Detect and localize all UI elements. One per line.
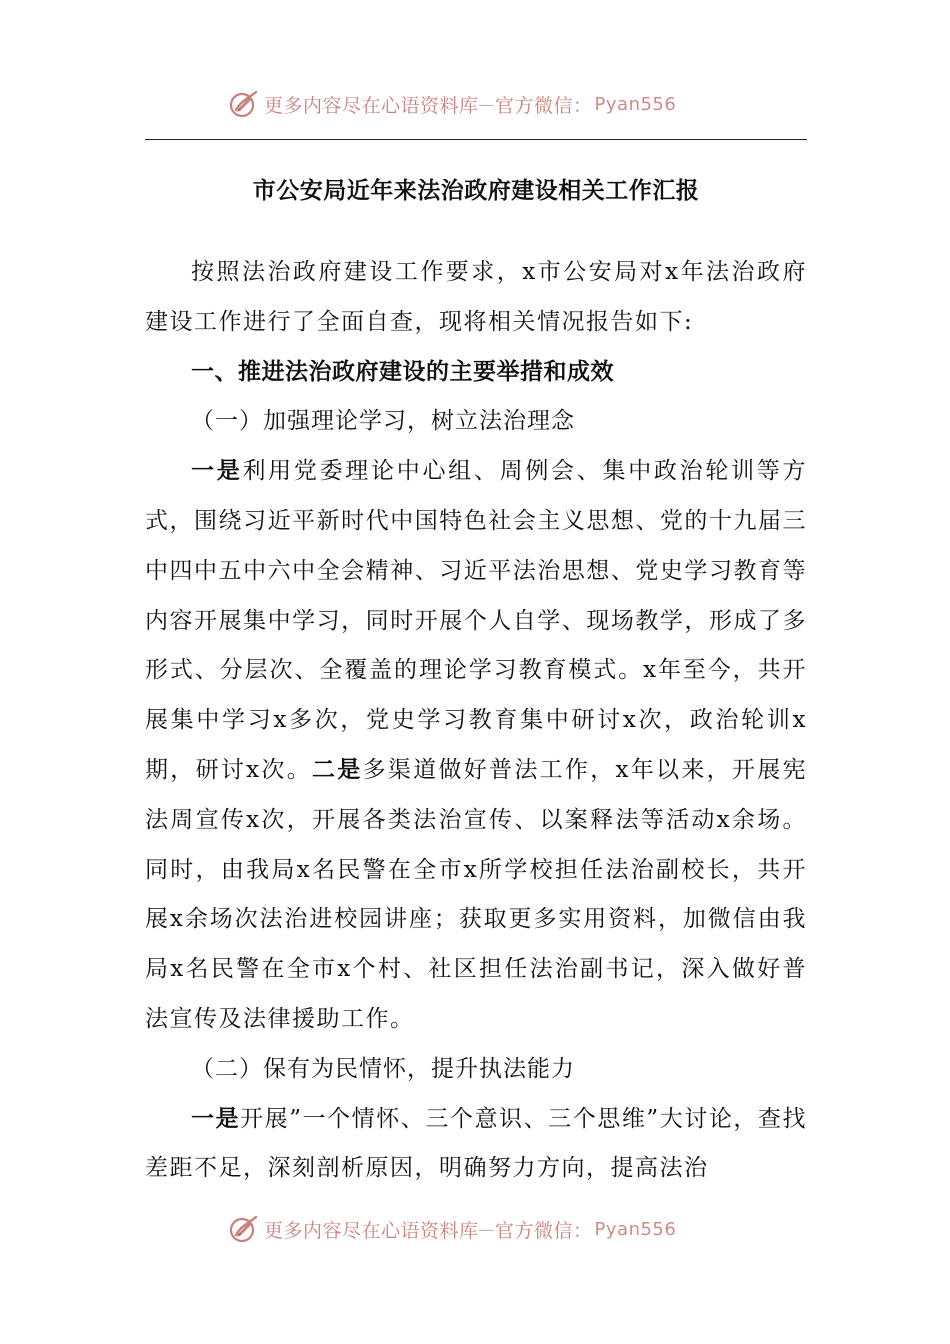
subsection-heading-2: （二）保有为民情怀，提升执法能力 [191,1055,575,1082]
watermark-contact-id: Pyan556 [594,1218,677,1240]
header-divider [145,139,807,140]
pen-logo-icon [228,1213,260,1245]
watermark-separator: — [478,1219,496,1239]
watermark-slogan: 更多内容尽在心语资料库 [264,1219,479,1242]
document-body [145,248,807,1194]
watermark-slogan: 更多内容尽在心语资料库 [264,94,479,117]
intro-paragraph: 按照法治政府建设工作要求，x市公安局对x年法治政府建设工作进行了全面自查，现将相关情况报告如下: [145,259,807,335]
document-title: 市公安局近年来法治政府建设相关工作汇报 [252,178,700,204]
subsection-heading-1: （一）加强理论学习，树立法治理念 [191,408,575,435]
pen-logo-icon [228,88,260,120]
lead-marker: 一是 [191,458,243,485]
watermark-separator: — [478,94,496,114]
watermark-contact-label: 官方微信： [495,94,593,117]
watermark-header [228,86,748,122]
paragraph-1 [145,447,807,1045]
paragraph-text: 多渠道做好普法工作，x年以来，开展宪法周宣传x次，开展各类法治宣传、以案释法等活动x余场。同时，由我局x名民警在全市x所学校担任法治副校长，共开展x余场次法治进校园讲座；获取更多实用资料，加微信由我局x名民警在全市x个村、社区担任法治副书记，深入做好普法宣传及法律援助工作。 [145,756,807,1032]
watermark-contact-label: 官方微信： [495,1219,593,1242]
paragraph-text: 利用党委理论中心组、周例会、集中政治轮训等方式，围绕习近平新时代中国特色社会主义思想、党的十九届三中四中五中六中全会精神、习近平法治思想、党史学习教育等内容开展集中学习，同时开展个人自学、现场教学，形成了多形式、分层次、全覆盖的理论学习教育模式。x年至今，共开展集中学习x多次，党史学习教育集中研讨x次，政治轮训x期，研讨x次。 [145,458,808,783]
watermark-contact-id: Pyan556 [594,93,677,115]
lead-marker: 二是 [312,756,363,783]
paragraph-2 [145,1095,807,1195]
lead-marker: 一是 [191,1105,241,1132]
section-heading-1: 一、推进法治政府建设的主要举措和成效 [191,358,614,385]
paragraph-text: 开展”一个情怀、三个意识、三个思维”大讨论，查找差距不足，深刻剖析原因，明确努力方向，提高法治 [145,1105,807,1182]
watermark-footer [228,1211,748,1247]
